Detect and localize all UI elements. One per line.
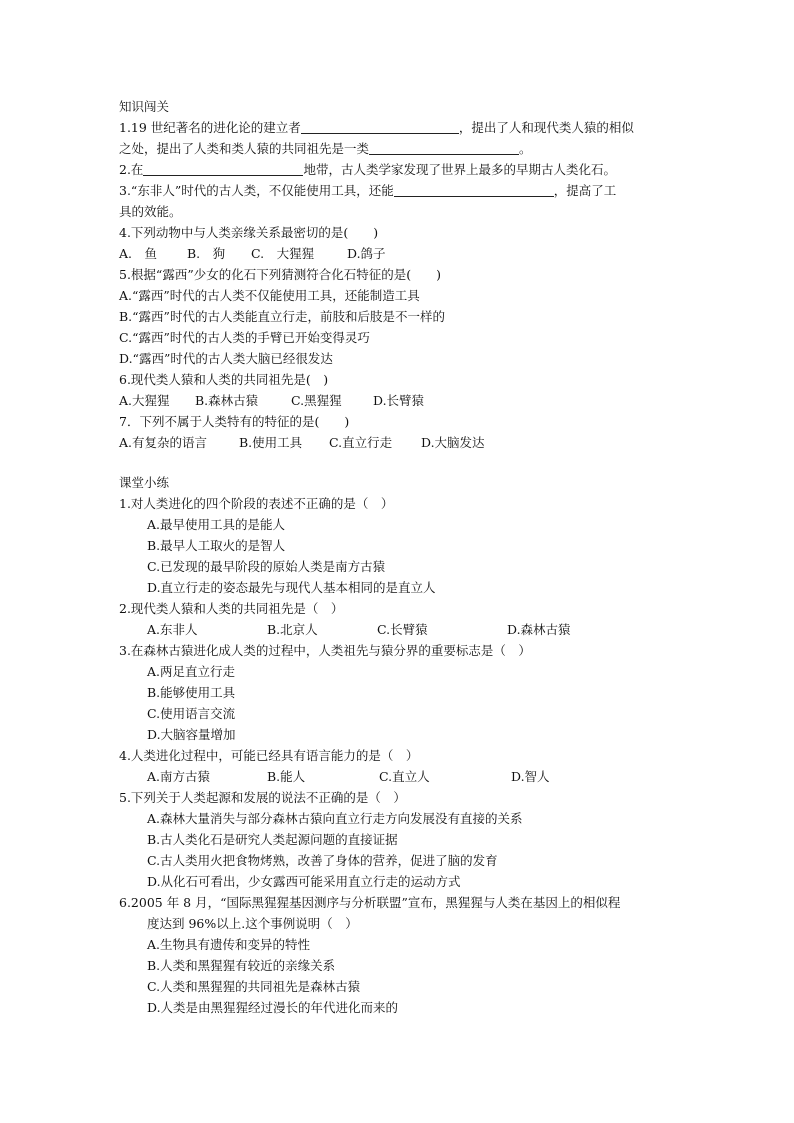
question-2: 2.在 地带，古人类学家发现了世界上最多的早期古人类化石。: [119, 162, 616, 177]
option[interactable]: D.从化石可看出，少女露西可能采用直立行走的运动方式: [147, 874, 461, 889]
question-1: 1.19 世纪著名的进化论的建立者 ，提出了人和现代类人猿的相似: [119, 120, 634, 135]
option[interactable]: A.有复杂的语言: [119, 435, 208, 450]
question-3-cont: 具的效能。: [119, 204, 182, 219]
option[interactable]: A.森林大量消失与部分森林古猿向直立行走方向发展没有直接的关系: [147, 811, 523, 826]
option[interactable]: C. 大猩猩: [251, 246, 315, 261]
practice-question-4: 4.人类进化过程中，可能已经具有语言能力的是（ ）: [119, 748, 419, 763]
answer-blank[interactable]: [301, 119, 459, 134]
question-5: 5.根据“露西”少女的化石下列猜测符合化石特征的是( ): [119, 267, 441, 282]
option[interactable]: C.已发现的最早阶段的原始人类是南方古猿: [147, 559, 386, 574]
option[interactable]: A.大猩猩: [119, 393, 170, 408]
option[interactable]: A.东非人: [147, 622, 198, 637]
option[interactable]: B.人类和黑猩猩有较近的亲缘关系: [147, 958, 336, 973]
option[interactable]: D.大脑容量增加: [147, 727, 236, 742]
option[interactable]: C.使用语言交流: [147, 706, 236, 721]
option[interactable]: B.使用工具: [239, 435, 303, 450]
practice-question-5: 5.下列关于人类起源和发展的说法不正确的是（ ）: [119, 790, 406, 805]
section-title: 课堂小练: [119, 475, 170, 490]
question-6-options: [119, 390, 679, 411]
answer-blank[interactable]: [394, 182, 554, 197]
option[interactable]: A.两足直立行走: [147, 664, 236, 679]
option[interactable]: A. 鱼: [119, 246, 158, 261]
option[interactable]: B.最早人工取火的是智人: [147, 538, 286, 553]
option[interactable]: B.北京人: [267, 622, 318, 637]
question-4: 4.下列动物中与人类亲缘关系最密切的是( ): [119, 225, 379, 240]
option[interactable]: D.“露西”时代的古人类大脑已经很发达: [119, 351, 333, 366]
answer-blank[interactable]: [369, 140, 519, 155]
option[interactable]: B.“露西”时代的古人类能直立行走，前肢和后肢是不一样的: [119, 309, 445, 324]
option[interactable]: B.森林古猿: [195, 393, 259, 408]
question-6: 6.现代类人猿和人类的共同祖先是( ): [119, 372, 329, 387]
question-1-cont: 之处，提出了人类和类人猿的共同祖先是一类 。: [119, 141, 532, 156]
section-title: 知识闯关: [119, 99, 170, 114]
option[interactable]: B.能够使用工具: [147, 685, 236, 700]
option[interactable]: B.能人: [267, 769, 306, 784]
question-7-options: [119, 432, 679, 453]
answer-blank[interactable]: [143, 161, 303, 176]
option[interactable]: C.长臂猿: [377, 622, 428, 637]
practice-question-6: 6.2005 年 8 月，“国际黑猩猩基因测序与分析联盟”宣布，黑猩猩与人类在基因上的相似程: [119, 895, 621, 910]
practice-question-6-cont: 度达到 96%以上.这个事例说明（ ）: [147, 916, 358, 931]
option[interactable]: B. 狗: [187, 246, 226, 261]
option[interactable]: C.古人类用火把食物烤熟，改善了身体的营养，促进了脑的发育: [147, 853, 498, 868]
option[interactable]: A.最早使用工具的是能人: [147, 517, 286, 532]
option[interactable]: C.直立人: [379, 769, 430, 784]
practice-question-3: 3.在森林古猿进化成人类的过程中，人类祖先与猿分界的重要标志是（ ）: [119, 643, 531, 658]
option[interactable]: C.“露西”时代的古人类的手臂已开始变得灵巧: [119, 330, 370, 345]
option[interactable]: D.鸽子: [347, 246, 386, 261]
option[interactable]: B.古人类化石是研究人类起源问题的直接证据: [147, 832, 398, 847]
option[interactable]: D.森林古猿: [507, 622, 571, 637]
option[interactable]: D.人类是由黑猩猩经过漫长的年代进化而来的: [147, 1000, 399, 1015]
question-4-options: [119, 243, 679, 264]
option[interactable]: C.人类和黑猩猩的共同祖先是森林古猿: [147, 979, 361, 994]
option[interactable]: C.黑猩猩: [291, 393, 342, 408]
question-7: 7．下列不属于人类特有的特征的是( ): [119, 414, 350, 429]
practice-question-4-options: [119, 766, 679, 787]
practice-question-2-options: [119, 619, 679, 640]
worksheet: [119, 96, 679, 1018]
option[interactable]: A.生物具有遗传和变异的特性: [147, 937, 311, 952]
option[interactable]: D.长臂猿: [373, 393, 425, 408]
option[interactable]: A.“露西”时代的古人类不仅能使用工具，还能制造工具: [119, 288, 420, 303]
option[interactable]: D.大脑发达: [421, 435, 485, 450]
option[interactable]: D.智人: [511, 769, 550, 784]
question-3: 3.“东非人”时代的古人类，不仅能使用工具，还能 ，提高了工: [119, 183, 617, 198]
option[interactable]: A.南方古猿: [147, 769, 211, 784]
practice-question-2: 2.现代类人猿和人类的共同祖先是（ ）: [119, 601, 344, 616]
option[interactable]: D.直立行走的姿态最先与现代人基本相同的是直立人: [147, 580, 436, 595]
practice-question-1: 1.对人类进化的四个阶段的表述不正确的是（ ）: [119, 496, 394, 511]
option[interactable]: C.直立行走: [329, 435, 393, 450]
